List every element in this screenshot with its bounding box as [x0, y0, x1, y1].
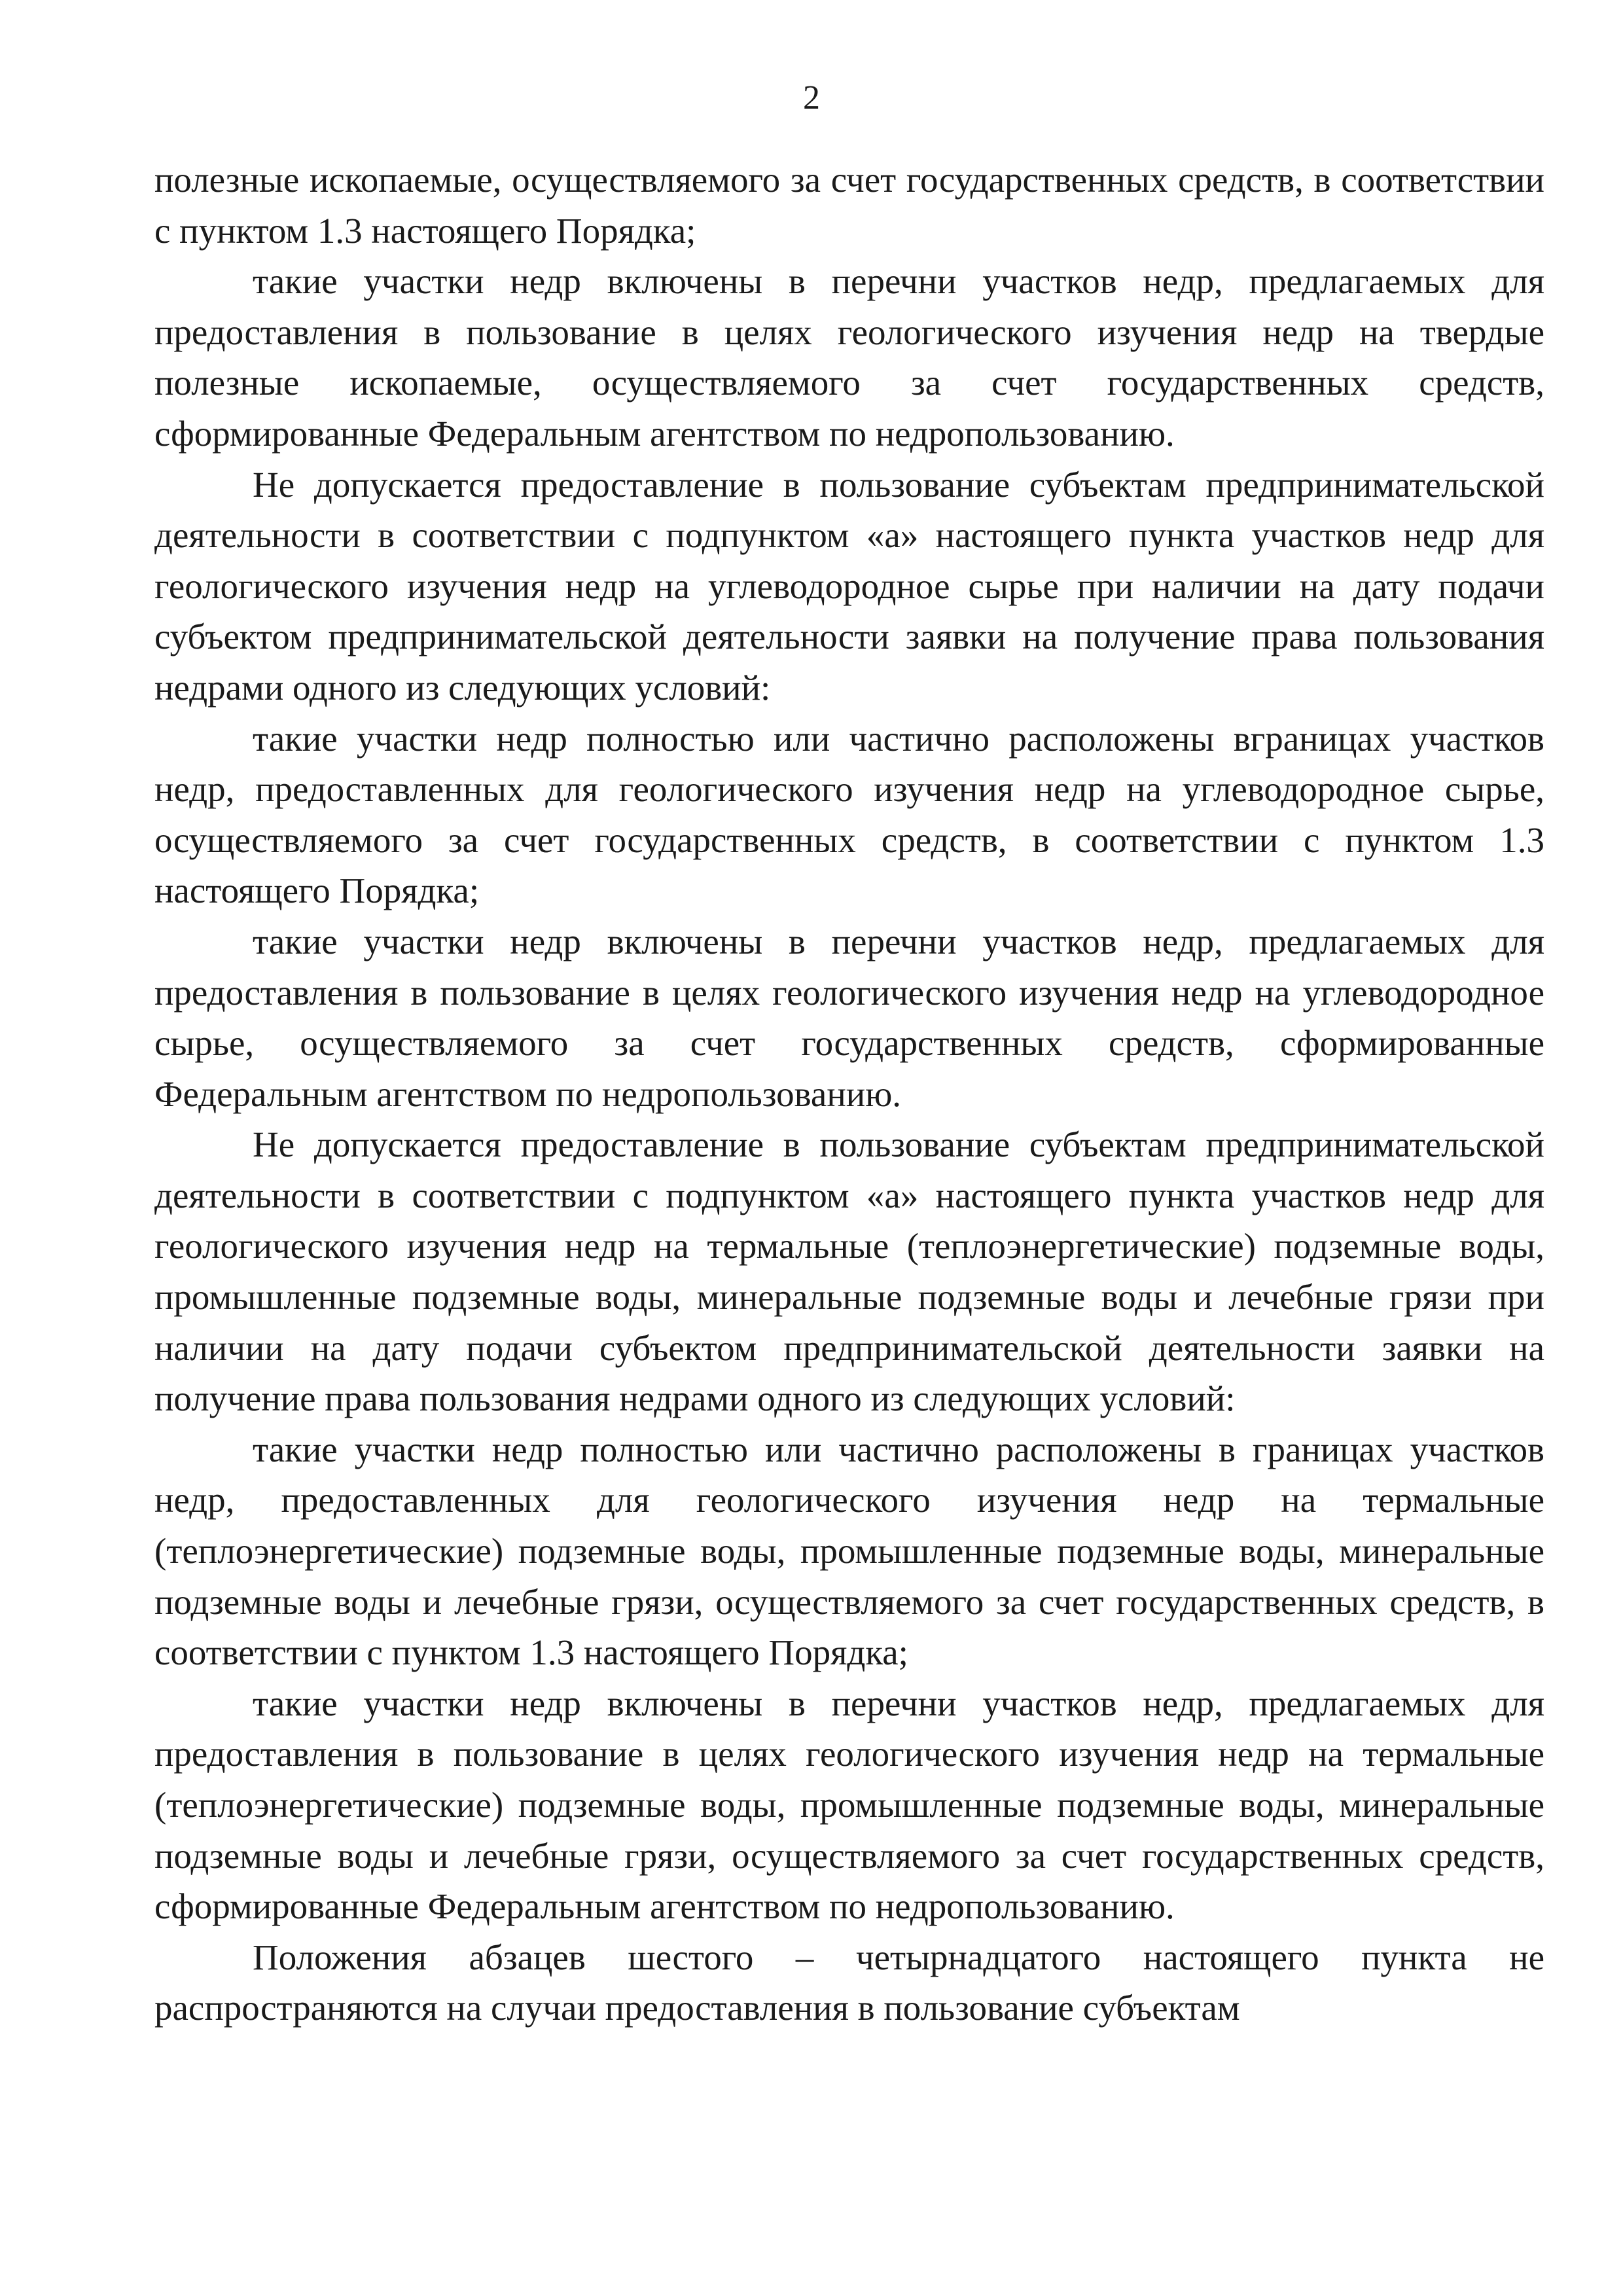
paragraph-2: такие участки недр включены в перечни участков недр, предлагаемых для предоставления в пользование в целях геологического изучения недр на твердые полезные ископаемые, осуществляемого за счет государственных средств, сформированные Федеральным агентством по недропользованию. [154, 261, 1544, 454]
paragraph-7: такие участки недр полностью или частично расположены в границах участков недр, предоставленных для геологического изучения недр на термальные (теплоэнергетические) подземные воды, промышленные подземные воды, минеральные подземные воды и лечебные грязи, осуществляемого за счет государственных средств, в соответствии с пунктом 1.3 настоящего Порядка; [154, 1429, 1544, 1673]
paragraph-4: такие участки недр полностью или частично расположены вграницах участков недр, предоставленных для геологического изучения недр на углеводородное сырье, осуществляемого за счет государственных средств, в соответствии с пунктом 1.3 настоящего Порядка; [154, 718, 1544, 911]
page-number: 2 [803, 79, 820, 117]
paragraph-8: такие участки недр включены в перечни участков недр, предлагаемых для предоставления в пользование в целях геологического изучения недр на термальные (теплоэнергетические) подземные воды, промышленные подземные воды, минеральные подземные воды и лечебные грязи, осуществляемого за счет государственных средств, сформированные Федеральным агентством по недропользованию. [154, 1683, 1544, 1927]
body-text [154, 154, 1544, 2034]
paragraph-5: такие участки недр включены в перечни участков недр, предлагаемых для предоставления в пользование в целях геологического изучения недр на углеводородное сырье, осуществляемого за счет государственных средств, сформированные Федеральным агентством по недропользованию. [154, 921, 1544, 1114]
paragraph-9: Положения абзацев шестого – четырнадцатого настоящего пункта не распространяются на случаи предоставления в пользование субъектам [154, 1937, 1544, 2028]
paragraph-3: Не допускается предоставление в пользование субъектам предпринимательской деятельности в соответствии с подпунктом «а» настоящего пункта участков недр для геологического изучения недр на углеводородное сырье при наличии на дату подачи субъектом предпринимательской деятельности заявки на получение права пользования недрами одного из следующих условий: [154, 464, 1544, 708]
paragraph-6: Не допускается предоставление в пользование субъектам предпринимательской деятельности в соответствии с подпунктом «а» настоящего пункта участков недр для геологического изучения недр на термальные (теплоэнергетические) подземные воды, промышленные подземные воды, минеральные подземные воды и лечебные грязи при наличии на дату подачи субъектом предпринимательской деятельности заявки на получение права пользования недрами одного из следующих условий: [154, 1124, 1544, 1419]
paragraph-1: полезные ископаемые, осуществляемого за счет государственных средств, в соответствии с пунктом 1.3 настоящего Порядка; [154, 160, 1544, 251]
